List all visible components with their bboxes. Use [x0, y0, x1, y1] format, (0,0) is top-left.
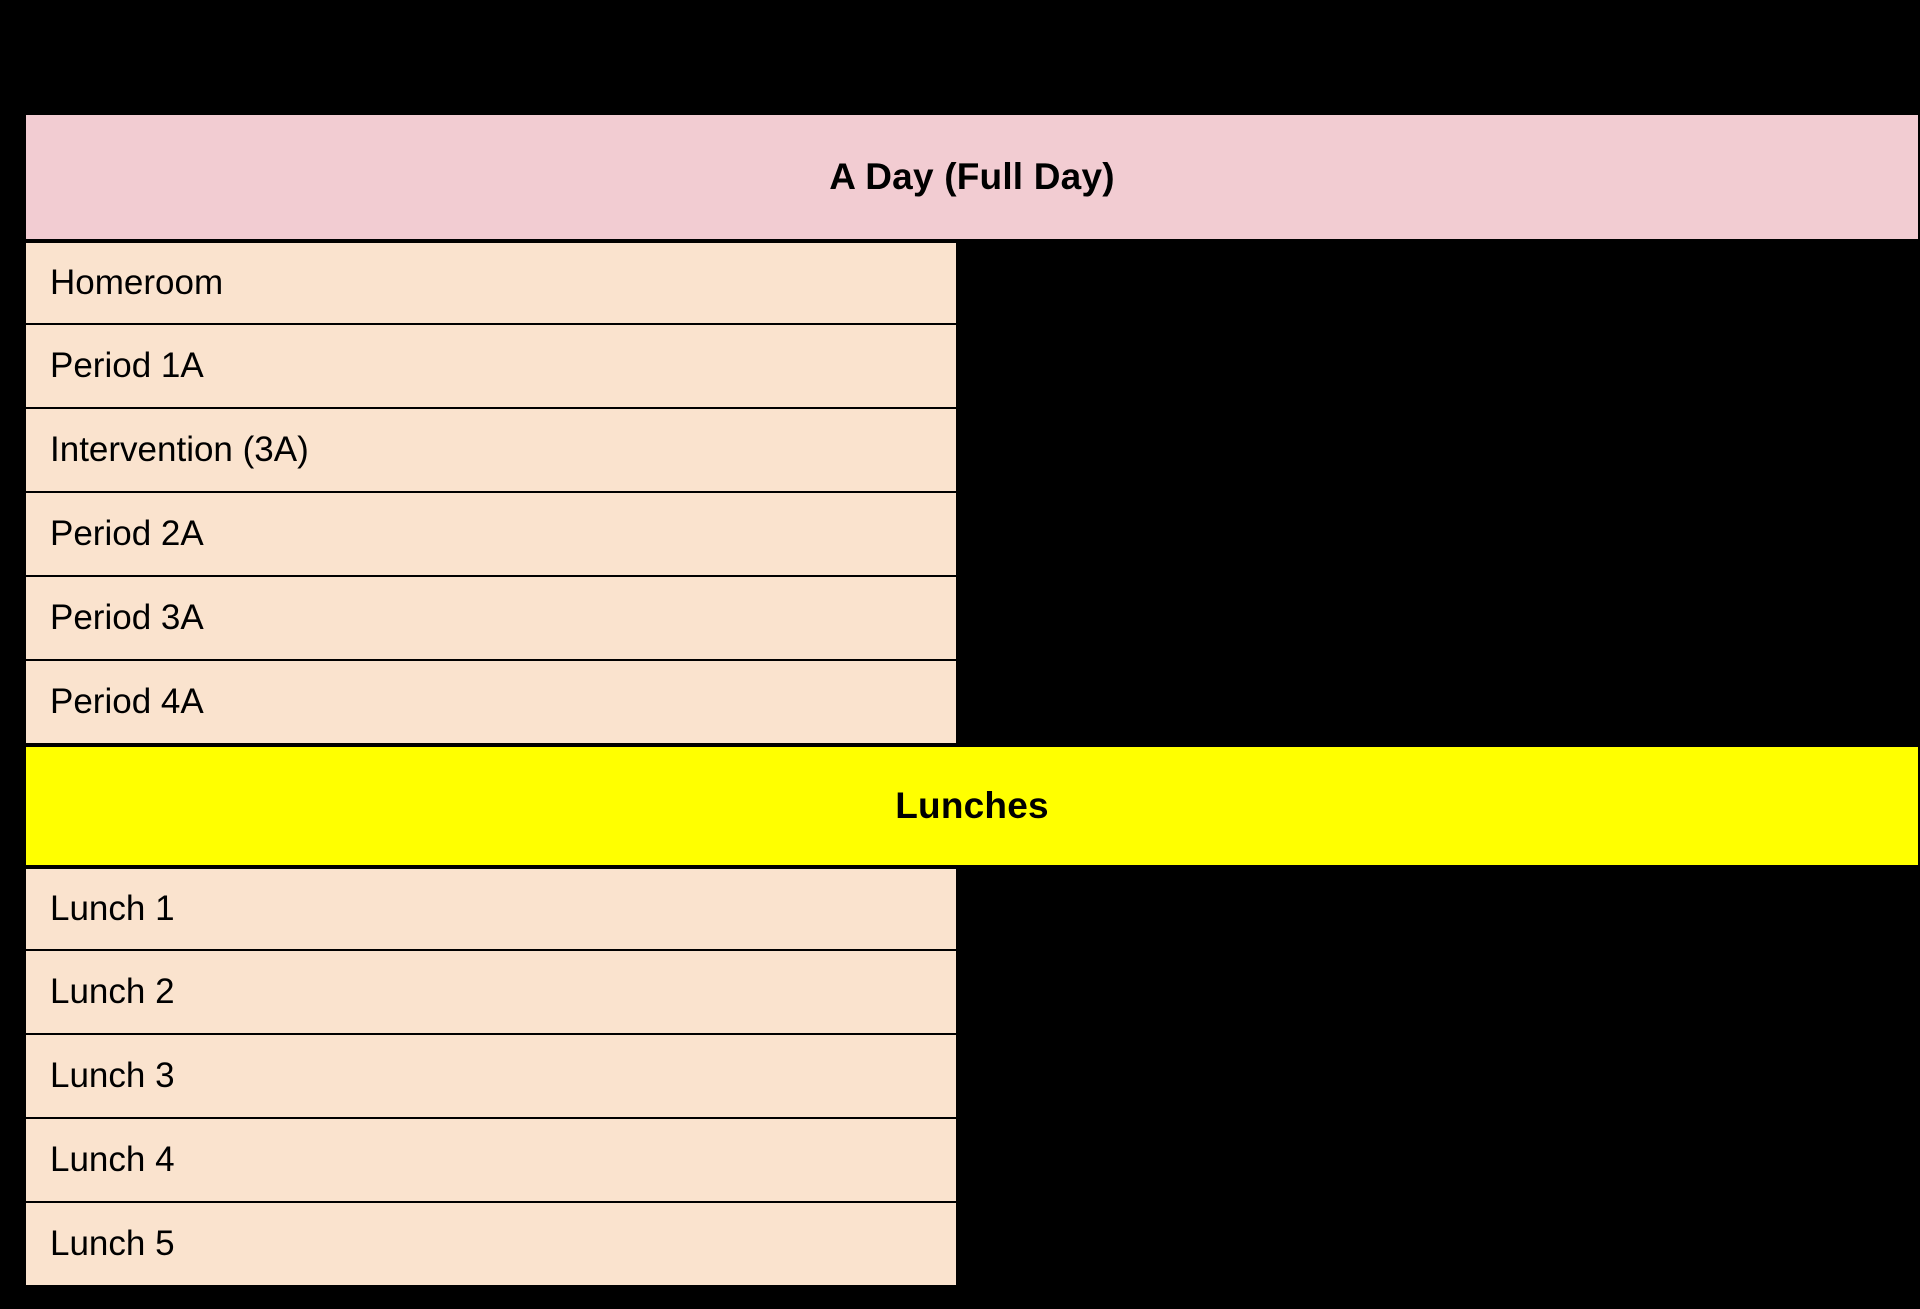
period-label: Period 1A [50, 346, 204, 385]
table-row [24, 577, 958, 661]
table-row [24, 1035, 958, 1119]
lunch-label: Lunch 4 [50, 1140, 175, 1179]
lunch-label: Lunch 5 [50, 1224, 175, 1263]
period-label: Period 4A [50, 682, 204, 721]
period-label: Homeroom [50, 263, 224, 302]
period-rows-group [24, 241, 1920, 745]
day-title-banner: A Day (Full Day) [24, 113, 1920, 241]
period-label: Intervention (3A) [50, 430, 309, 469]
table-row [24, 1119, 958, 1203]
period-label: Period 2A [50, 514, 204, 553]
table-row [24, 325, 958, 409]
lunch-rows-group [24, 867, 1920, 1287]
table-row [24, 661, 958, 745]
lunch-label: Lunch 3 [50, 1056, 175, 1095]
schedule-table [24, 113, 1920, 1287]
lunch-label: Lunch 1 [50, 889, 175, 928]
table-row [24, 1203, 958, 1287]
period-label: Period 3A [50, 598, 204, 637]
table-row [24, 409, 958, 493]
table-row [24, 241, 958, 325]
table-row [24, 867, 958, 951]
table-row [24, 493, 958, 577]
table-row [24, 951, 958, 1035]
lunches-banner: Lunches [24, 745, 1920, 867]
lunch-label: Lunch 2 [50, 972, 175, 1011]
